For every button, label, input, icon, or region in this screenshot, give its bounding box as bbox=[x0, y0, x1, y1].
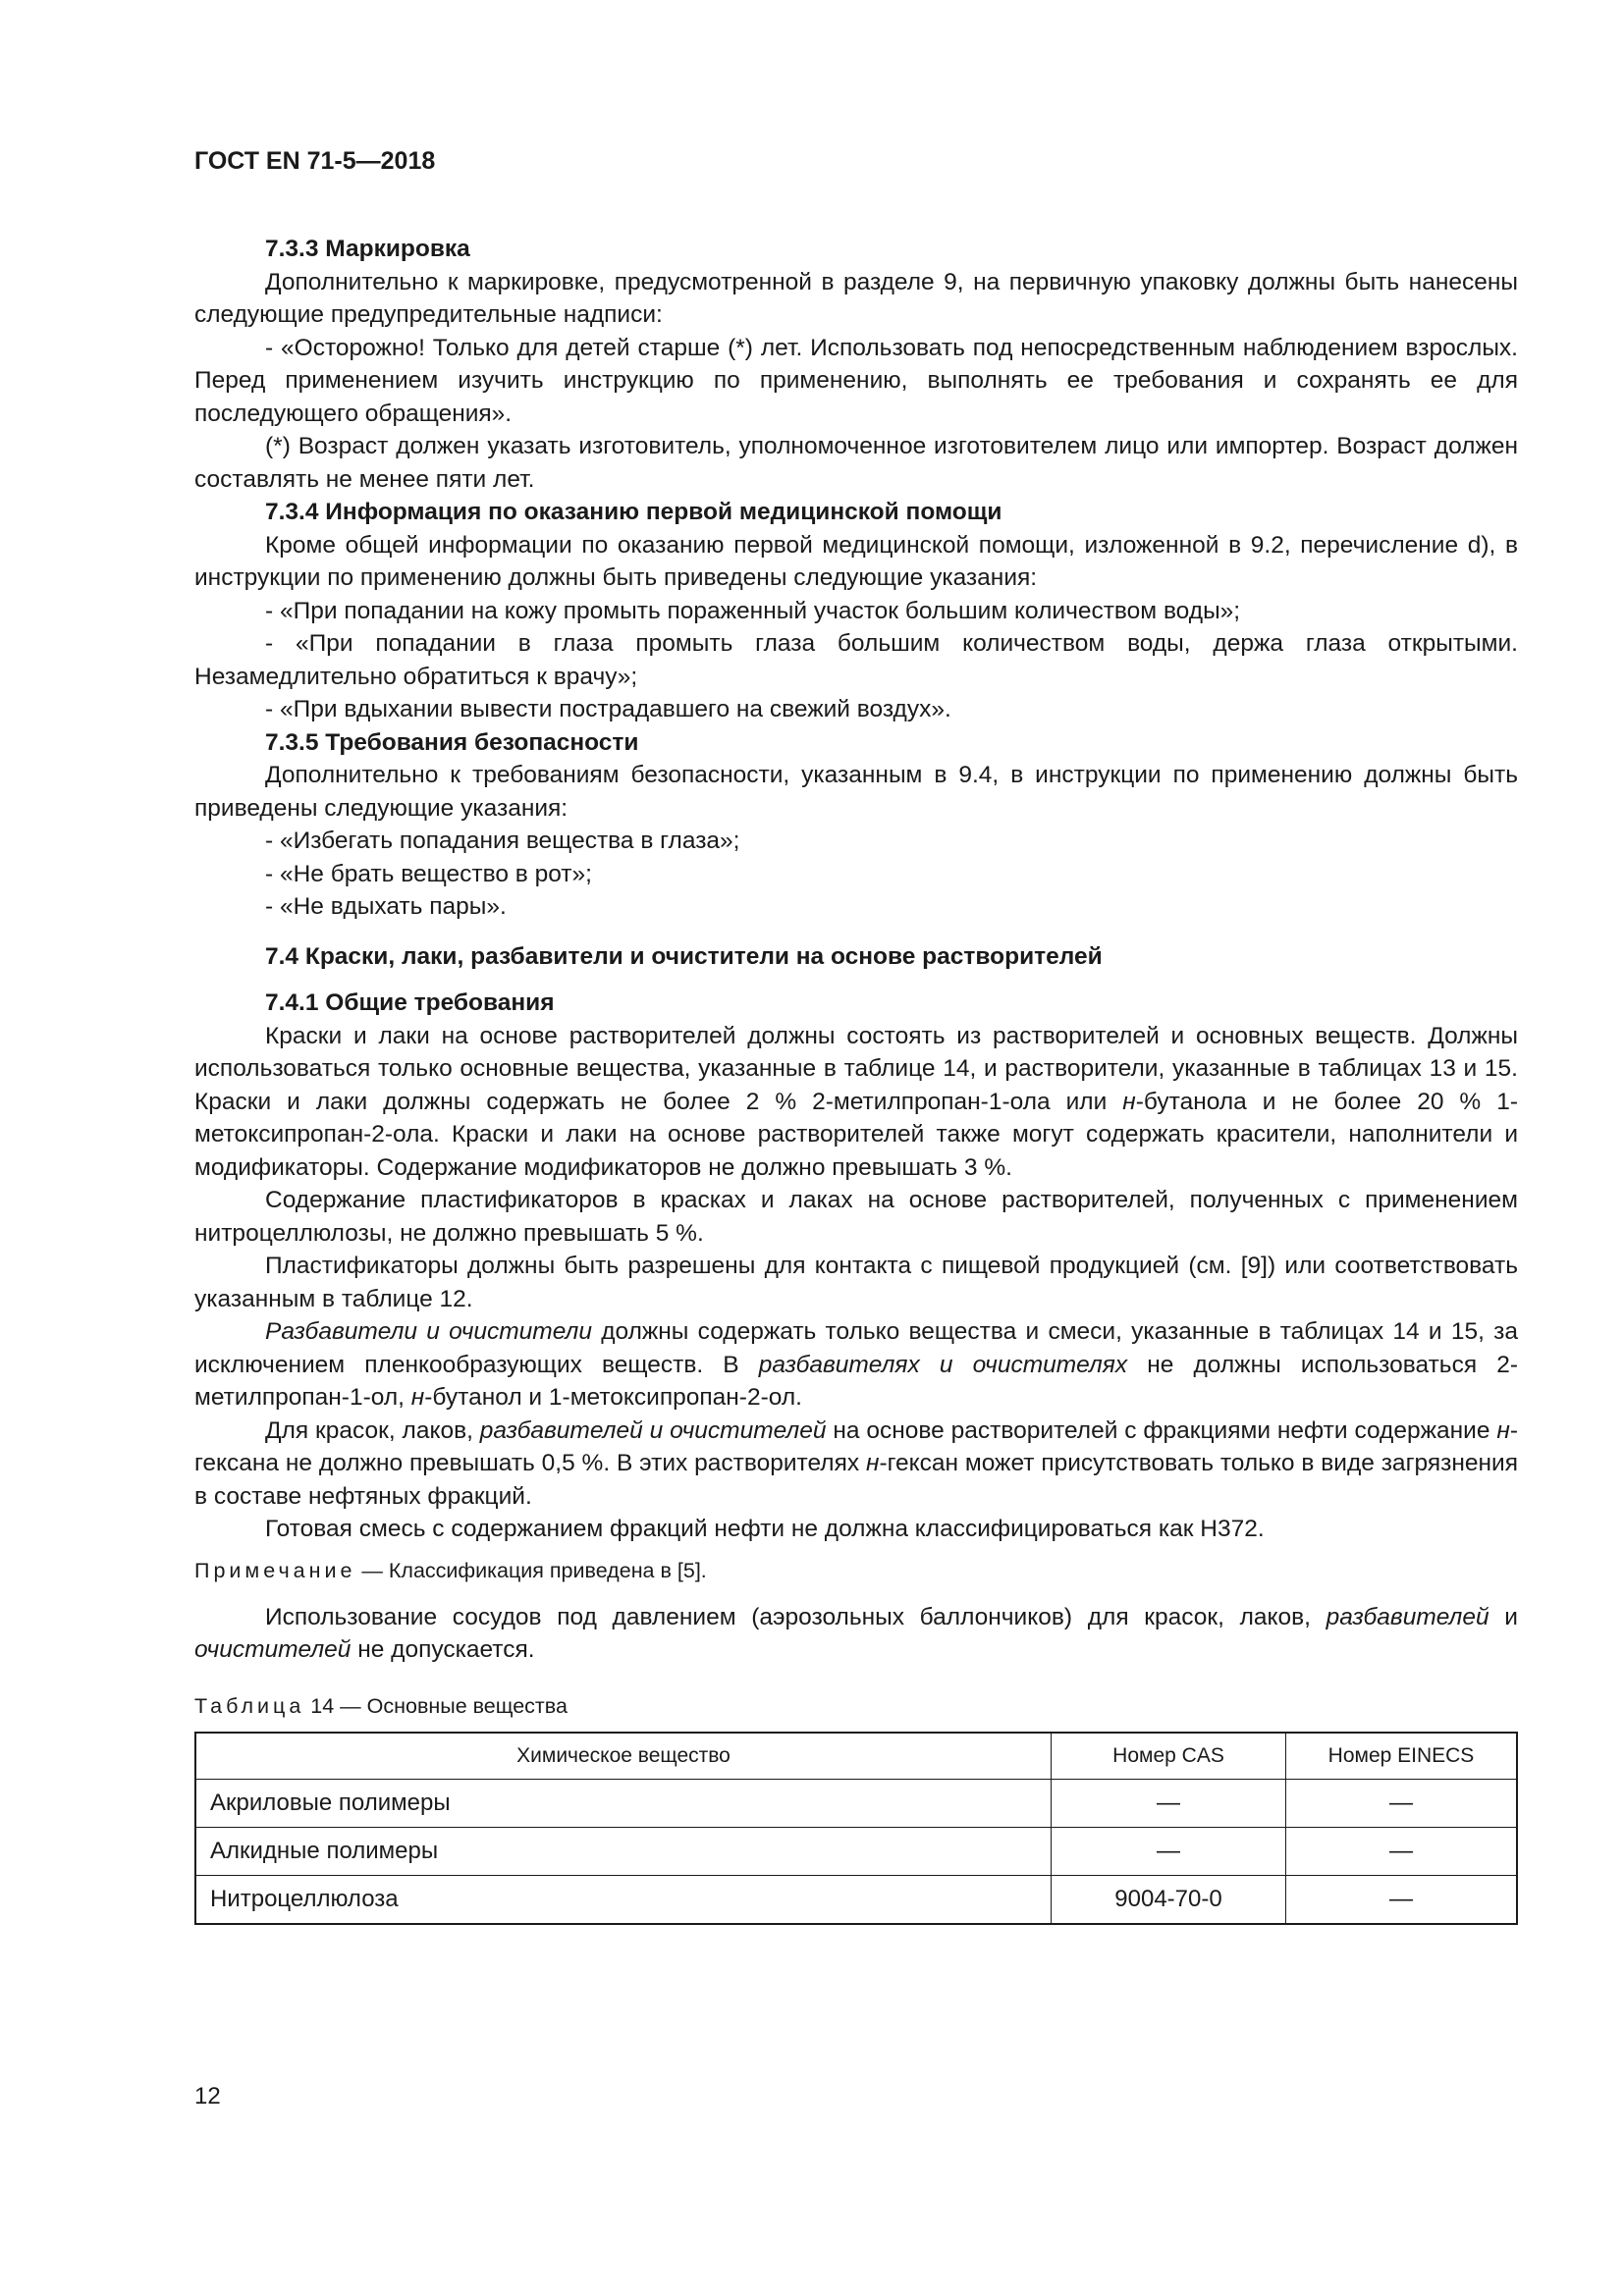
table-row bbox=[195, 1875, 1517, 1924]
table-cell: — bbox=[1052, 1779, 1286, 1827]
paragraph: - «При попадании на кожу промыть пораженный участок большим количеством воды»; bbox=[265, 597, 1241, 624]
table-header-cell: Номер CAS bbox=[1052, 1733, 1286, 1780]
table-cell: Акриловые полимеры bbox=[195, 1779, 1052, 1827]
table-row bbox=[195, 1779, 1517, 1827]
paragraph: Дополнительно к требованиям безопасности, указанным в 9.4, в инструкции по применению должны быть приведены следующие указания: bbox=[194, 762, 1518, 822]
note-label: Примечание bbox=[194, 1558, 356, 1582]
document-page bbox=[194, 147, 1518, 1925]
section-7-4-title: 7.4 Краски, лаки, разбавители и очистители на основе растворителей bbox=[265, 942, 1103, 970]
section-7-4-1-title: 7.4.1 Общие требования bbox=[265, 989, 555, 1016]
table-cell: Алкидные полимеры bbox=[195, 1827, 1052, 1875]
paragraph: Дополнительно к маркировке, предусмотренной в разделе 9, на первичную упаковку должны быть нанесены следующие предупредительные надписи: bbox=[194, 268, 1518, 328]
paragraph: Разбавители и очистители должны содержать только вещества и смеси, указанные в таблицах 14 и 15, за исключением пленкообразующих веществ. В разбавителях и очистителях не должны использоваться 2-метилпропан-1-ол, н-бутанол и 1-метоксипропан-2-ол. bbox=[194, 1318, 1518, 1411]
paragraph: Кроме общей информации по оказанию первой медицинской помощи, изложенной в 9.2, перечисление d), в инструкции по применению должны быть приведены следующие указания: bbox=[194, 531, 1518, 591]
paragraph: - «Не брать вещество в рот»; bbox=[265, 860, 592, 887]
table-row bbox=[195, 1827, 1517, 1875]
table-cell: Нитроцеллюлоза bbox=[195, 1875, 1052, 1924]
section-7-3-4-title: 7.3.4 Информация по оказанию первой медицинской помощи bbox=[265, 499, 1002, 525]
paragraph: Содержание пластификаторов в красках и лаках на основе растворителей, полученных с применением нитроцеллюлозы, не должно превышать 5 %. bbox=[194, 1187, 1518, 1247]
table-cell: — bbox=[1286, 1875, 1518, 1924]
paragraph: Использование сосудов под давлением (аэрозольных баллончиков) для красок, лаков, разбавителей и очистителей не допускается. bbox=[194, 1603, 1518, 1663]
paragraph: Краски и лаки на основе растворителей должны состоять из растворителей и основных веществ. Должны использоваться только основные вещества, указанные в таблице 14, и растворители, указанные в таблицах 13 и 15. Краски и лаки должны содержать не более 2 % 2-метилпропан-1-ола или н-бутанола и не более 20 % 1-метоксипропан-2-ола. Краски и лаки на основе растворителей также могут содержать красители, наполнители и модификаторы. Содержание модификаторов не должно превышать 3 %. bbox=[194, 1022, 1518, 1181]
table-header-cell: Номер EINECS bbox=[1286, 1733, 1518, 1780]
paragraph: - «Избегать попадания вещества в глаза»; bbox=[265, 828, 740, 854]
table-cell: 9004-70-0 bbox=[1052, 1875, 1286, 1924]
paragraph: Пластификаторы должны быть разрешены для контакта с пищевой продукцией (см. [9]) или соответствовать указанным в таблице 12. bbox=[194, 1253, 1518, 1312]
section-7-3-3-title: 7.3.3 Маркировка bbox=[265, 236, 470, 262]
paragraph: Для красок, лаков, разбавителей и очистителей на основе растворителей с фракциями нефти содержание н-гексана не должно превышать 0,5 %. В этих растворителях н-гексан может присутствовать только в виде загрязнения в составе нефтяных фракций. bbox=[194, 1416, 1518, 1510]
substances-table bbox=[194, 1732, 1518, 1925]
paragraph: (*) Возраст должен указать изготовитель, уполномоченное изготовителем лицо или импортер. Возраст должен составлять не менее пяти лет. bbox=[194, 433, 1518, 493]
paragraph: - «При попадании в глаза промыть глаза большим количеством воды, держа глаза открытыми. Незамедлительно обратиться к врачу»; bbox=[194, 630, 1518, 690]
table-cell: — bbox=[1052, 1827, 1286, 1875]
document-header: ГОСТ EN 71-5—2018 bbox=[194, 147, 436, 175]
table-header-cell: Химическое вещество bbox=[195, 1733, 1052, 1780]
section-7-3-5-title: 7.3.5 Требования безопасности bbox=[265, 728, 639, 756]
page-number: 12 bbox=[194, 2083, 221, 2109]
note: Примечание — Классификация приведена в [5]. bbox=[194, 1558, 707, 1582]
table-header-row bbox=[195, 1733, 1517, 1780]
paragraph: - «Осторожно! Только для детей старше (*) лет. Использовать под непосредственным наблюдением взрослых. Перед применением изучить инструкцию по применению, выполнять ее требования и сохранять ее для последующего обращения». bbox=[194, 334, 1518, 427]
paragraph: - «При вдыхании вывести пострадавшего на свежий воздух». bbox=[265, 696, 951, 722]
table-cell: — bbox=[1286, 1827, 1518, 1875]
paragraph: - «Не вдыхать пары». bbox=[265, 893, 507, 920]
table-caption: Таблица 14 — Основные вещества bbox=[194, 1693, 568, 1718]
table-cell: — bbox=[1286, 1779, 1518, 1827]
paragraph: Готовая смесь с содержанием фракций нефти не должна классифицироваться как H372. bbox=[265, 1516, 1265, 1542]
